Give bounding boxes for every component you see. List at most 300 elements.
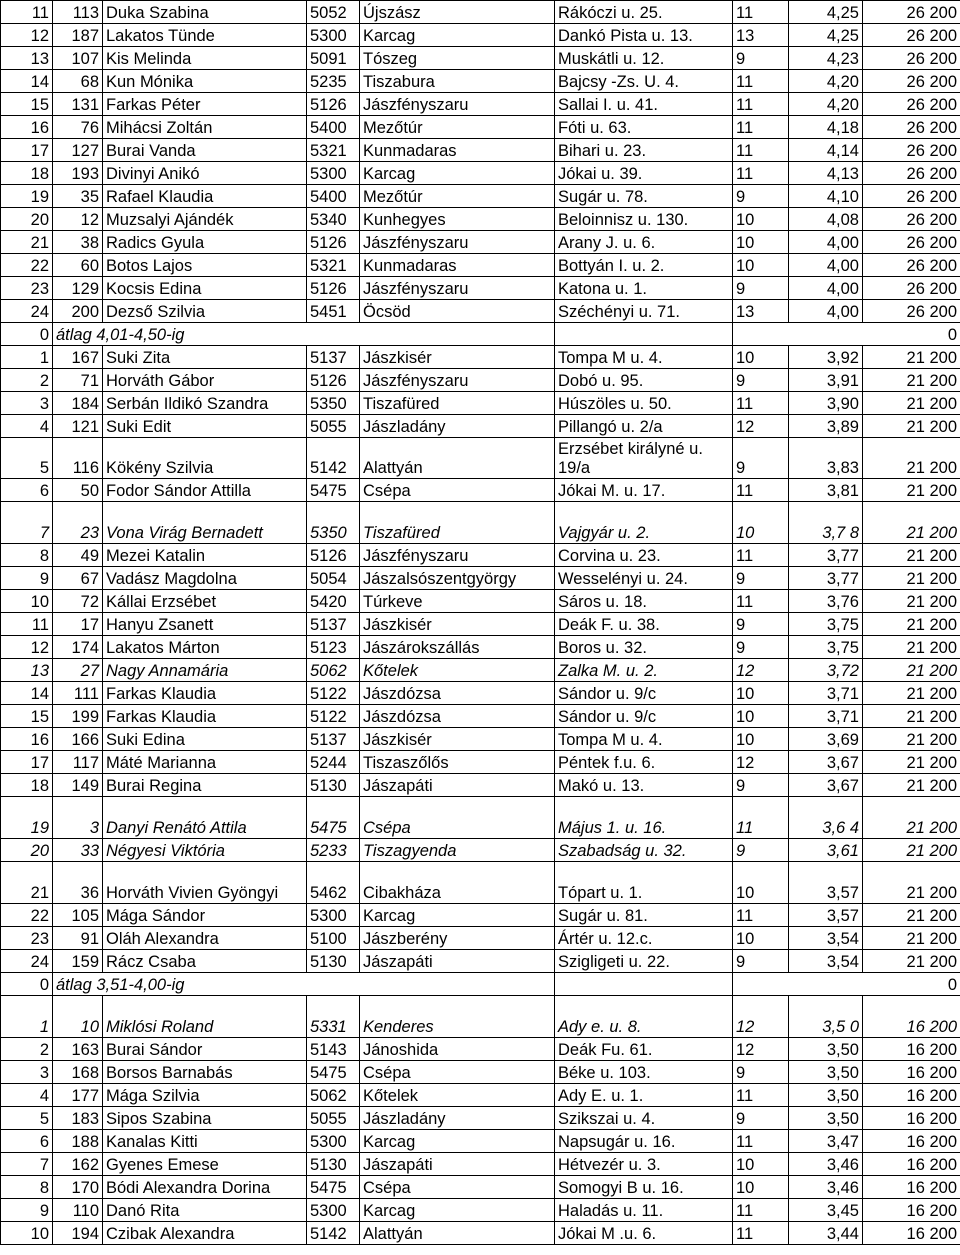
amount-cell: 21 200 bbox=[863, 479, 960, 502]
id-cell: 17 bbox=[53, 613, 103, 636]
grade-cell: 10 bbox=[733, 862, 789, 904]
average-cell: 3,5 0 bbox=[789, 996, 863, 1038]
average-cell: 4,20 bbox=[789, 93, 863, 116]
table-row bbox=[1, 1061, 960, 1084]
city-cell: Karcag bbox=[360, 1199, 555, 1222]
grade-cell: 12 bbox=[733, 1038, 789, 1061]
name-cell: Máté Marianna bbox=[103, 751, 307, 774]
city-cell: Tószeg bbox=[360, 47, 555, 70]
city-cell: Jászfényszaru bbox=[360, 93, 555, 116]
rank-cell: 17 bbox=[1, 139, 53, 162]
grade-cell: 10 bbox=[733, 927, 789, 950]
grade-cell: 11 bbox=[733, 797, 789, 839]
id-cell: 3 bbox=[53, 797, 103, 839]
table-row bbox=[1, 346, 960, 369]
rank-cell: 2 bbox=[1, 369, 53, 392]
amount-cell: 21 200 bbox=[863, 438, 960, 479]
amount-cell: 26 200 bbox=[863, 1, 960, 24]
amount-cell: 16 200 bbox=[863, 996, 960, 1038]
id-cell: 163 bbox=[53, 1038, 103, 1061]
amount-cell: 16 200 bbox=[863, 1107, 960, 1130]
name-cell: Miklósi Roland bbox=[103, 996, 307, 1038]
zip-cell: 5300 bbox=[307, 162, 360, 185]
name-cell: Mága Szilvia bbox=[103, 1084, 307, 1107]
name-cell: Burai Regina bbox=[103, 774, 307, 797]
amount-cell: 16 200 bbox=[863, 1199, 960, 1222]
average-cell: 4,25 bbox=[789, 24, 863, 47]
rank-cell: 10 bbox=[1, 590, 53, 613]
grade-cell: 9 bbox=[733, 1061, 789, 1084]
amount-cell: 26 200 bbox=[863, 300, 960, 323]
grade-cell: 11 bbox=[733, 1130, 789, 1153]
zip-cell: 5400 bbox=[307, 185, 360, 208]
address-cell: Béke u. 103. bbox=[555, 1061, 733, 1084]
city-cell: Jászfényszaru bbox=[360, 231, 555, 254]
table-row bbox=[1, 1199, 960, 1222]
city-cell: Tiszabura bbox=[360, 70, 555, 93]
grade-cell: 13 bbox=[733, 24, 789, 47]
rank-cell: 16 bbox=[1, 728, 53, 751]
rank-cell: 18 bbox=[1, 162, 53, 185]
average-cell: 4,13 bbox=[789, 162, 863, 185]
table-row bbox=[1, 415, 960, 438]
table-row bbox=[1, 208, 960, 231]
zip-cell: 5451 bbox=[307, 300, 360, 323]
name-cell: Burai Sándor bbox=[103, 1038, 307, 1061]
grade-cell: 11 bbox=[733, 479, 789, 502]
zip-cell: 5100 bbox=[307, 927, 360, 950]
city-cell: Tiszaszőlős bbox=[360, 751, 555, 774]
id-cell: 49 bbox=[53, 544, 103, 567]
city-cell: Jászdózsa bbox=[360, 705, 555, 728]
heading-label-cell: átlag 3,51-4,00-ig bbox=[53, 973, 555, 996]
grade-cell: 11 bbox=[733, 392, 789, 415]
name-cell: Kun Mónika bbox=[103, 70, 307, 93]
grade-cell: 9 bbox=[733, 774, 789, 797]
id-cell: 187 bbox=[53, 24, 103, 47]
address-cell: Dankó Pista u. 13. bbox=[555, 24, 733, 47]
rank-cell: 12 bbox=[1, 636, 53, 659]
city-cell: Újszász bbox=[360, 1, 555, 24]
address-cell: Muskátli u. 12. bbox=[555, 47, 733, 70]
grade-cell: 12 bbox=[733, 415, 789, 438]
table-row bbox=[1, 567, 960, 590]
average-cell: 3,54 bbox=[789, 927, 863, 950]
name-cell: Danó Rita bbox=[103, 1199, 307, 1222]
grade-cell: 10 bbox=[733, 728, 789, 751]
id-cell: 183 bbox=[53, 1107, 103, 1130]
address-cell: Tompa M u. 4. bbox=[555, 728, 733, 751]
id-cell: 60 bbox=[53, 254, 103, 277]
city-cell: Jászfényszaru bbox=[360, 277, 555, 300]
heading-right-cell: 0 bbox=[733, 323, 960, 346]
amount-cell: 21 200 bbox=[863, 590, 960, 613]
amount-cell: 21 200 bbox=[863, 502, 960, 544]
rank-cell: 8 bbox=[1, 1176, 53, 1199]
table-row bbox=[1, 797, 960, 839]
grade-cell: 9 bbox=[733, 277, 789, 300]
id-cell: 76 bbox=[53, 116, 103, 139]
city-cell: Csépa bbox=[360, 1176, 555, 1199]
id-cell: 117 bbox=[53, 751, 103, 774]
amount-cell: 26 200 bbox=[863, 185, 960, 208]
address-cell: Sándor u. 9/c bbox=[555, 705, 733, 728]
amount-cell: 26 200 bbox=[863, 70, 960, 93]
average-cell: 4,00 bbox=[789, 277, 863, 300]
average-cell: 3,57 bbox=[789, 904, 863, 927]
average-cell: 3,90 bbox=[789, 392, 863, 415]
grade-cell: 11 bbox=[733, 93, 789, 116]
id-cell: 35 bbox=[53, 185, 103, 208]
id-cell: 177 bbox=[53, 1084, 103, 1107]
address-cell: Jókai M. u. 17. bbox=[555, 479, 733, 502]
rank-cell: 6 bbox=[1, 479, 53, 502]
amount-cell: 16 200 bbox=[863, 1130, 960, 1153]
rank-cell: 1 bbox=[1, 996, 53, 1038]
name-cell: Serbán Ildikó Szandra bbox=[103, 392, 307, 415]
rank-cell: 15 bbox=[1, 93, 53, 116]
zip-cell: 5475 bbox=[307, 1061, 360, 1084]
average-cell: 3,54 bbox=[789, 950, 863, 973]
rank-cell: 3 bbox=[1, 1061, 53, 1084]
name-cell: Vona Virág Bernadett bbox=[103, 502, 307, 544]
amount-cell: 26 200 bbox=[863, 24, 960, 47]
city-cell: Jászkisér bbox=[360, 613, 555, 636]
amount-cell: 16 200 bbox=[863, 1153, 960, 1176]
address-cell: Tópart u. 1. bbox=[555, 862, 733, 904]
table-row bbox=[1, 839, 960, 862]
amount-cell: 21 200 bbox=[863, 751, 960, 774]
average-cell: 3,46 bbox=[789, 1176, 863, 1199]
address-cell: Zalka M. u. 2. bbox=[555, 659, 733, 682]
average-cell: 3,45 bbox=[789, 1199, 863, 1222]
city-cell: Mezőtúr bbox=[360, 185, 555, 208]
table-row bbox=[1, 1176, 960, 1199]
average-cell: 3,92 bbox=[789, 346, 863, 369]
name-cell: Vadász Magdolna bbox=[103, 567, 307, 590]
rank-cell: 5 bbox=[1, 1107, 53, 1130]
name-cell: Danyi Renátó Attila bbox=[103, 797, 307, 839]
rank-cell: 15 bbox=[1, 705, 53, 728]
zip-cell: 5091 bbox=[307, 47, 360, 70]
id-cell: 199 bbox=[53, 705, 103, 728]
name-cell: Czibak Alexandra bbox=[103, 1222, 307, 1245]
id-cell: 71 bbox=[53, 369, 103, 392]
table-row bbox=[1, 659, 960, 682]
grade-cell: 9 bbox=[733, 613, 789, 636]
average-cell: 3,50 bbox=[789, 1061, 863, 1084]
id-cell: 131 bbox=[53, 93, 103, 116]
table-row bbox=[1, 774, 960, 797]
id-cell: 116 bbox=[53, 438, 103, 479]
address-cell: Napsugár u. 16. bbox=[555, 1130, 733, 1153]
id-cell: 170 bbox=[53, 1176, 103, 1199]
average-cell: 3,44 bbox=[789, 1222, 863, 1245]
average-cell: 3,76 bbox=[789, 590, 863, 613]
average-cell: 3,7 8 bbox=[789, 502, 863, 544]
table-row bbox=[1, 479, 960, 502]
grade-cell: 11 bbox=[733, 70, 789, 93]
rank-cell: 21 bbox=[1, 231, 53, 254]
empty-cell bbox=[555, 973, 733, 996]
average-cell: 4,10 bbox=[789, 185, 863, 208]
address-cell: Ady E. u. 1. bbox=[555, 1084, 733, 1107]
zip-cell: 5137 bbox=[307, 613, 360, 636]
id-cell: 110 bbox=[53, 1199, 103, 1222]
name-cell: Oláh Alexandra bbox=[103, 927, 307, 950]
address-cell: Hétvezér u. 3. bbox=[555, 1153, 733, 1176]
table-row bbox=[1, 24, 960, 47]
id-cell: 27 bbox=[53, 659, 103, 682]
city-cell: Karcag bbox=[360, 24, 555, 47]
rank-cell: 21 bbox=[1, 862, 53, 904]
name-cell: Suki Zita bbox=[103, 346, 307, 369]
table-row bbox=[1, 116, 960, 139]
grade-cell: 10 bbox=[733, 705, 789, 728]
address-cell: Húszöles u. 50. bbox=[555, 392, 733, 415]
amount-cell: 26 200 bbox=[863, 47, 960, 70]
table-row bbox=[1, 254, 960, 277]
id-cell: 188 bbox=[53, 1130, 103, 1153]
average-cell: 3,67 bbox=[789, 774, 863, 797]
address-cell: Széchényi u. 71. bbox=[555, 300, 733, 323]
average-cell: 3,50 bbox=[789, 1038, 863, 1061]
rank-cell: 4 bbox=[1, 415, 53, 438]
zip-cell: 5126 bbox=[307, 277, 360, 300]
city-cell: Tiszagyenda bbox=[360, 839, 555, 862]
rank-cell: 12 bbox=[1, 24, 53, 47]
rank-cell: 11 bbox=[1, 1, 53, 24]
rank-cell: 8 bbox=[1, 544, 53, 567]
amount-cell: 21 200 bbox=[863, 369, 960, 392]
table-row bbox=[1, 636, 960, 659]
rank-cell: 2 bbox=[1, 1038, 53, 1061]
zip-cell: 5130 bbox=[307, 1153, 360, 1176]
name-cell: Rafael Klaudia bbox=[103, 185, 307, 208]
city-cell: Mezőtúr bbox=[360, 116, 555, 139]
zip-cell: 5055 bbox=[307, 1107, 360, 1130]
grade-cell: 9 bbox=[733, 185, 789, 208]
city-cell: Csépa bbox=[360, 479, 555, 502]
zip-cell: 5137 bbox=[307, 728, 360, 751]
rank-cell: 24 bbox=[1, 950, 53, 973]
rank-cell: 18 bbox=[1, 774, 53, 797]
table-row bbox=[1, 927, 960, 950]
grade-cell: 11 bbox=[733, 904, 789, 927]
rank-cell: 5 bbox=[1, 438, 53, 479]
address-cell: Deák Fu. 61. bbox=[555, 1038, 733, 1061]
grade-cell: 9 bbox=[733, 839, 789, 862]
zip-cell: 5475 bbox=[307, 797, 360, 839]
rank-cell: 19 bbox=[1, 797, 53, 839]
id-cell: 23 bbox=[53, 502, 103, 544]
table-row bbox=[1, 47, 960, 70]
table-body bbox=[1, 1, 960, 1245]
address-cell: Wesselényi u. 24. bbox=[555, 567, 733, 590]
id-cell: 91 bbox=[53, 927, 103, 950]
city-cell: Csépa bbox=[360, 797, 555, 839]
amount-cell: 21 200 bbox=[863, 797, 960, 839]
address-cell: Corvina u. 23. bbox=[555, 544, 733, 567]
average-cell: 3,75 bbox=[789, 613, 863, 636]
table-row bbox=[1, 950, 960, 973]
table-row bbox=[1, 996, 960, 1038]
name-cell: Mága Sándor bbox=[103, 904, 307, 927]
zip-cell: 5475 bbox=[307, 1176, 360, 1199]
zip-cell: 5126 bbox=[307, 93, 360, 116]
id-cell: 127 bbox=[53, 139, 103, 162]
id-cell: 113 bbox=[53, 1, 103, 24]
name-cell: Burai Vanda bbox=[103, 139, 307, 162]
table-row bbox=[1, 705, 960, 728]
zip-cell: 5300 bbox=[307, 1130, 360, 1153]
amount-cell: 26 200 bbox=[863, 93, 960, 116]
rank-cell: 20 bbox=[1, 208, 53, 231]
city-cell: Jászapáti bbox=[360, 1153, 555, 1176]
zip-cell: 5062 bbox=[307, 1084, 360, 1107]
amount-cell: 16 200 bbox=[863, 1176, 960, 1199]
table-row bbox=[1, 1222, 960, 1245]
grade-cell: 11 bbox=[733, 116, 789, 139]
amount-cell: 16 200 bbox=[863, 1084, 960, 1107]
average-cell: 3,71 bbox=[789, 705, 863, 728]
name-cell: Suki Edina bbox=[103, 728, 307, 751]
zip-cell: 5123 bbox=[307, 636, 360, 659]
amount-cell: 21 200 bbox=[863, 682, 960, 705]
name-cell: Lakatos Tünde bbox=[103, 24, 307, 47]
city-cell: Jászapáti bbox=[360, 950, 555, 973]
name-cell: Mihácsi Zoltán bbox=[103, 116, 307, 139]
zip-cell: 5462 bbox=[307, 862, 360, 904]
id-cell: 159 bbox=[53, 950, 103, 973]
name-cell: Kökény Szilvia bbox=[103, 438, 307, 479]
rank-cell: 16 bbox=[1, 116, 53, 139]
city-cell: Kunmadaras bbox=[360, 254, 555, 277]
table-row bbox=[1, 1038, 960, 1061]
city-cell: Jászapáti bbox=[360, 774, 555, 797]
grade-cell: 9 bbox=[733, 369, 789, 392]
table-row bbox=[1, 1084, 960, 1107]
name-cell: Bódi Alexandra Dorina bbox=[103, 1176, 307, 1199]
address-cell: Ártér u. 12.c. bbox=[555, 927, 733, 950]
grade-cell: 11 bbox=[733, 139, 789, 162]
grade-cell: 12 bbox=[733, 996, 789, 1038]
address-cell: Deák F. u. 38. bbox=[555, 613, 733, 636]
table-row bbox=[1, 162, 960, 185]
amount-cell: 16 200 bbox=[863, 1222, 960, 1245]
zip-cell: 5122 bbox=[307, 705, 360, 728]
amount-cell: 26 200 bbox=[863, 277, 960, 300]
average-cell: 3,50 bbox=[789, 1084, 863, 1107]
city-cell: Kőtelek bbox=[360, 659, 555, 682]
rank-cell: 17 bbox=[1, 751, 53, 774]
average-cell: 3,72 bbox=[789, 659, 863, 682]
amount-cell: 21 200 bbox=[863, 705, 960, 728]
zip-cell: 5130 bbox=[307, 950, 360, 973]
city-cell: Jászberény bbox=[360, 927, 555, 950]
id-cell: 129 bbox=[53, 277, 103, 300]
name-cell: Radics Gyula bbox=[103, 231, 307, 254]
amount-cell: 21 200 bbox=[863, 659, 960, 682]
city-cell: Jánoshida bbox=[360, 1038, 555, 1061]
id-cell: 200 bbox=[53, 300, 103, 323]
heading-label-cell: átlag 4,01-4,50-ig bbox=[53, 323, 555, 346]
table-row bbox=[1, 590, 960, 613]
table-row bbox=[1, 231, 960, 254]
rank-cell: 22 bbox=[1, 904, 53, 927]
average-cell: 3,77 bbox=[789, 544, 863, 567]
address-cell: Haladás u. 11. bbox=[555, 1199, 733, 1222]
grade-cell: 11 bbox=[733, 544, 789, 567]
table-row bbox=[1, 544, 960, 567]
zip-cell: 5054 bbox=[307, 567, 360, 590]
name-cell: Rácz Csaba bbox=[103, 950, 307, 973]
zip-cell: 5052 bbox=[307, 1, 360, 24]
id-cell: 194 bbox=[53, 1222, 103, 1245]
rank-cell: 19 bbox=[1, 185, 53, 208]
table-row bbox=[1, 1130, 960, 1153]
address-cell: Boros u. 32. bbox=[555, 636, 733, 659]
grade-cell: 10 bbox=[733, 254, 789, 277]
average-cell: 4,20 bbox=[789, 70, 863, 93]
amount-cell: 21 200 bbox=[863, 839, 960, 862]
city-cell: Jászkisér bbox=[360, 728, 555, 751]
grade-cell: 9 bbox=[733, 47, 789, 70]
rank-cell: 14 bbox=[1, 70, 53, 93]
name-cell: Borsos Barnabás bbox=[103, 1061, 307, 1084]
id-cell: 68 bbox=[53, 70, 103, 93]
amount-cell: 26 200 bbox=[863, 116, 960, 139]
empty-cell bbox=[555, 323, 733, 346]
group-heading-row bbox=[1, 323, 960, 346]
zip-cell: 5235 bbox=[307, 70, 360, 93]
address-cell: Arany J. u. 6. bbox=[555, 231, 733, 254]
table-row bbox=[1, 1107, 960, 1130]
city-cell: Karcag bbox=[360, 904, 555, 927]
grade-cell: 9 bbox=[733, 1107, 789, 1130]
amount-cell: 26 200 bbox=[863, 139, 960, 162]
name-cell: Kanalas Kitti bbox=[103, 1130, 307, 1153]
city-cell: Túrkeve bbox=[360, 590, 555, 613]
address-cell: Bajcsy -Zs. U. 4. bbox=[555, 70, 733, 93]
name-cell: Sipos Szabina bbox=[103, 1107, 307, 1130]
id-cell: 162 bbox=[53, 1153, 103, 1176]
id-cell: 36 bbox=[53, 862, 103, 904]
address-cell: Sugár u. 78. bbox=[555, 185, 733, 208]
average-cell: 3,67 bbox=[789, 751, 863, 774]
address-cell: Szikszai u. 4. bbox=[555, 1107, 733, 1130]
grade-cell: 9 bbox=[733, 438, 789, 479]
grade-cell: 9 bbox=[733, 950, 789, 973]
grade-cell: 11 bbox=[733, 162, 789, 185]
heading-right-cell: 0 bbox=[733, 973, 960, 996]
rank-cell: 14 bbox=[1, 682, 53, 705]
city-cell: Öcsöd bbox=[360, 300, 555, 323]
rank-cell: 24 bbox=[1, 300, 53, 323]
amount-cell: 21 200 bbox=[863, 904, 960, 927]
average-cell: 4,25 bbox=[789, 1, 863, 24]
grade-cell: 10 bbox=[733, 1153, 789, 1176]
zip-cell: 5143 bbox=[307, 1038, 360, 1061]
average-cell: 4,08 bbox=[789, 208, 863, 231]
address-cell: Május 1. u. 16. bbox=[555, 797, 733, 839]
address-cell: Somogyi B u. 16. bbox=[555, 1176, 733, 1199]
address-cell: Ady e. u. 8. bbox=[555, 996, 733, 1038]
table-row bbox=[1, 1, 960, 24]
grade-cell: 9 bbox=[733, 636, 789, 659]
average-cell: 3,75 bbox=[789, 636, 863, 659]
rank-cell: 23 bbox=[1, 277, 53, 300]
